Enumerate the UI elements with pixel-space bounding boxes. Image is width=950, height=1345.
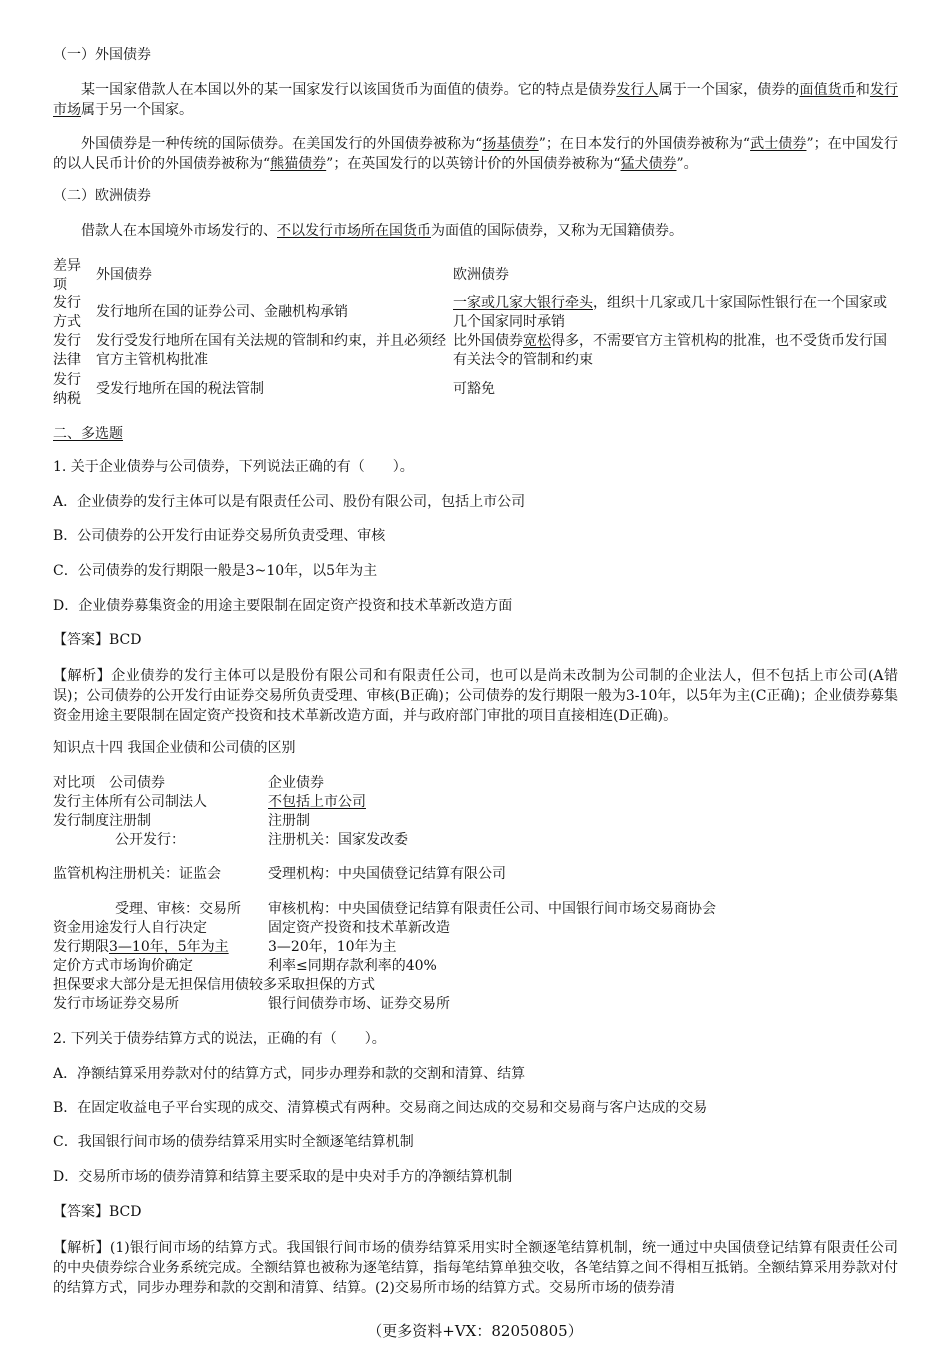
comparison-line: 注册制: [268, 813, 310, 829]
comparison-line: 发行市场证券交易所: [53, 996, 179, 1012]
comparison-line: 审核机构：中央国债登记结算有限责任公司、中国银行间市场交易商协会: [268, 901, 716, 917]
table-cell: 发行法律: [53, 333, 81, 368]
comparison-line: 3—20年，10年为主: [268, 939, 397, 955]
table-cell: 一家或几家大银行牵头，组织十几家或几十家国际性银行在一个国家或几个国家同时承销: [453, 295, 887, 330]
euro-bond-definition: 借款人在本国境外市场发行的、不以发行市场所在国货币为面值的国际债券，又称为无国籍债券。: [81, 223, 683, 239]
question-2-option-b: B．在固定收益电子平台实现的成交、清算模式有两种。交易商之间达成的交易和交易商与客户达成的交易: [53, 1100, 708, 1116]
table-cell: 发行纳税: [53, 372, 81, 407]
comparison-line: 定价方式市场询价确定: [53, 958, 193, 974]
question-2-answer: 【答案】BCD: [53, 1204, 142, 1220]
comparison-line: 利率≤同期存款利率的40%: [268, 958, 437, 974]
comparison-line: 发行制度注册制: [53, 813, 151, 829]
comparison-line: 受理机构：中央国债登记结算有限公司: [268, 866, 506, 882]
table-cell: 发行地所在国的证券公司、金融机构承销: [96, 304, 348, 320]
table-cell: 发行受发行地所在国有关法规的管制和约束，并且必须经官方主管机构批准: [96, 333, 446, 368]
question-1-option-c: C．公司债券的发行期限一般是3~10年，以5年为主: [53, 563, 378, 579]
question-1-answer: 【答案】BCD: [53, 632, 142, 648]
question-2-analysis: 【解析】(1)银行间市场的结算方式。我国银行间市场的债券结算采用实时全额逐笔结算机制，统一通过中央国债登记结算有限责任公司的中央债券综合业务系统完成。全额结算也被称为逐笔结算，指每笔结算单独交收，各笔结算之间不得相互抵销。全额结算采用券款对付的结算方式，同步办理券和款的交割和清算、结算。(2)交易所市场的结算方式。交易所市场的债券清: [53, 1240, 899, 1296]
comparison-line: 资金用途发行人自行决定: [53, 920, 207, 936]
question-1-analysis: 【解析】企业债券的发行主体可以是股份有限公司和有限责任公司，也可以是尚未改制为公司制的企业法人，但不包括上市公司(A错误)；公司债券的公开发行由证券交易所负责受理、审核(B正确)；公司债券的发行期限一般为3-10年，以5年为主(C正确)；企业债券募集资金用途主要限制在固定资产投资和技术革新改造方面，并与政府部门审批的项目直接相连(D正确)。: [53, 668, 899, 724]
comparison-line: 企业债券: [268, 775, 324, 791]
comparison-line: 不包括上市公司: [268, 794, 366, 810]
comparison-line: 监管机构注册机关：证监会: [53, 866, 221, 882]
table-cell: 欧洲债券: [453, 267, 509, 283]
comparison-line: 对比项 公司债券: [53, 775, 165, 791]
multiple-choice-heading: 二、多选题: [53, 426, 123, 442]
comparison-line: 受理、审核：交易所: [115, 901, 241, 917]
comparison-line: 发行期限3—10年，5年为主: [53, 939, 229, 955]
comparison-line: 公开发行：: [115, 832, 185, 848]
comparison-line: 注册机关：国家发改委: [268, 832, 408, 848]
question-2-option-a: A．净额结算采用券款对付的结算方式，同步办理券和款的交割和清算、结算: [53, 1066, 526, 1082]
question-1-option-b: B．公司债券的公开发行由证券交易所负责受理、审核: [53, 528, 386, 544]
table-cell: 比外国债券宽松得多，不需要官方主管机构的批准，也不受货币发行国有关法令的管制和约束: [453, 333, 887, 368]
table-cell: 受发行地所在国的税法管制: [96, 381, 264, 397]
section-foreign-heading: （一）外国债券: [53, 47, 151, 63]
footer-contact-note: （更多资料+VX：82050805）: [367, 1322, 583, 1340]
question-2-stem: 2. 下列关于债券结算方式的说法，正确的有（ ）。: [53, 1031, 386, 1047]
section-euro-heading: （二）欧洲债券: [53, 188, 151, 204]
foreign-bond-types: 外国债券是一种传统的国际债券。在美国发行的外国债券被称为“扬基债券”；在日本发行的外国债券被称为“武士债券”；在中国发行的以人民币计价的外国债券被称为“熊猫债券”；在英国发行的以英镑计价的外国债券被称为“猛犬债券”。: [53, 136, 899, 172]
table-cell: 外国债券: [96, 267, 152, 283]
comparison-line: 银行间债券市场、证券交易所: [268, 996, 450, 1012]
question-1-option-d: D．企业债券募集资金的用途主要限制在固定资产投资和技术革新改造方面: [53, 598, 513, 614]
question-1-stem: 1. 关于企业债券与公司债券，下列说法正确的有（ ）。: [53, 459, 414, 475]
comparison-line: 担保要求大部分是无担保信用债较多采取担保的方式: [53, 977, 375, 993]
table-cell: 差异项: [53, 258, 81, 293]
comparison-line: 固定资产投资和技术革新改造: [268, 920, 450, 936]
knowledge-point-14-title: 知识点十四 我国企业债和公司债的区别: [53, 740, 296, 756]
question-1-option-a: A．企业债券的发行主体可以是有限责任公司、股份有限公司，包括上市公司: [53, 494, 526, 510]
question-2-option-d: D．交易所市场的债券清算和结算主要采取的是中央对手方的净额结算机制: [53, 1169, 513, 1185]
comparison-line: 发行主体所有公司制法人: [53, 794, 207, 810]
foreign-bond-definition: 某一国家借款人在本国以外的某一国家发行以该国货币为面值的债券。它的特点是债券发行人属于一个国家，债券的面值货币和发行市场属于另一个国家。: [53, 82, 899, 118]
question-2-option-c: C．我国银行间市场的债券结算采用实时全额逐笔结算机制: [53, 1134, 414, 1150]
table-cell: 可豁免: [453, 381, 495, 397]
table-cell: 发行方式: [53, 295, 81, 330]
